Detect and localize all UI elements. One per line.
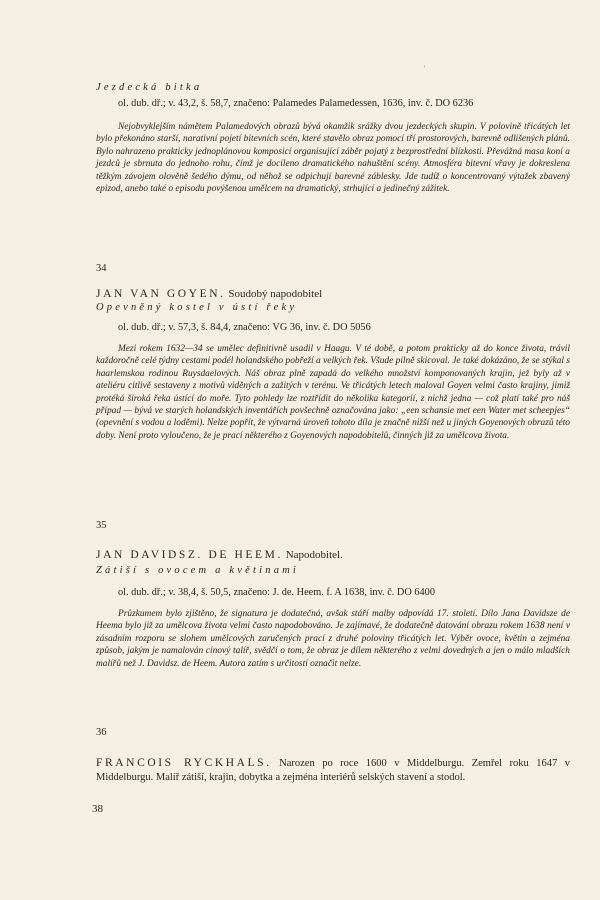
entry-author-bio [96, 756, 570, 785]
entry-meta: ol. dub. dř.; v. 43,2, š. 58,7, značeno: Palamedes Palamedessen, 1636, inv. č. DO 6236 [118, 98, 474, 109]
entry-text: Mezi rokem 1632—34 se umělec definitivně usadil v Haagu. V té době, a potom prakticky až do konce života, trávil každoročně celé týdny cestami podél holandského pobřeží a velkých řek. Všude pilně skicoval. Je také dokázáno, že se stýkal s haarlemskou rodinou Ruysdaelových. Náš obraz plně zapadá do velkého množství komponovaných krajin, jež byly až v ateliéru citlivě sestaveny z motivů viděných a zažitých v terénu. Ve třicátých letech maloval Goyen velmi často krajiny, jimiž protéká široká řeka ústící do moře. Tyto pohledy lze roztřídit do několika kategorií, z nichž jedna — což platí také pro náš případ — bývá ve starých holandských inventářích povšechně označována jako: „een schansie met een Water met scheepjes“ (opevnění s vodou a loděmi). Nelze popřít, že výtvarná úroveň tohoto díla je značně nižší než u jiných Goyenových obrazů této doby. Není proto vyloučeno, že je prací některého z Goyenových napodobitelů, činných již za umělcova života. [96, 344, 570, 441]
author-name: JAN VAN GOYEN. [96, 288, 226, 300]
entry-title: Opevněný kostel v ústí řeky [96, 302, 298, 313]
margin-mark: ' [424, 64, 426, 73]
entry-35 [96, 520, 570, 670]
entry-author [96, 288, 570, 300]
entry-number: 35 [96, 520, 107, 531]
entry-number: 36 [96, 727, 107, 738]
entry-text: Nejobvyklejším námětem Palamedových obrazů bývá okamžik srážky dvou jezdeckých skupin. V polovině třicátých let bylo překonáno starší, narativní pojetí bitevních scén, které stavělo obraz pomocí tří prostorových, barevně odlišených plánů. Bylo nahrazeno prakticky jednoplánovou komposicí organisující záběr pojatý z bezprostřední blízkosti. Převážná masa koní a jezdců je sbrnuta do jednoho rohu, čímž je docíleno dramatického nahuštění scény. Atmosféra bitevní vřavy je dokreslena těžkým závojem olověně šedého dýmu, od něhož se odpichují barevné záblesky. Jde tudíž o koncentrovaný výtažek zbavený epizod, anebo také o episodu povýšenou umělcem na dramatický, strhující a jedinečný zážitek. [96, 122, 570, 195]
author-name: JAN DAVIDSZ. DE HEEM. [96, 549, 283, 561]
entry-title: Jezdecká bitka [96, 82, 203, 93]
page-number: 38 [92, 803, 103, 815]
entry-title: Zátiší s ovocem a květinami [96, 565, 300, 576]
entry-36 [96, 727, 570, 785]
author-name: FRANCOIS RYCKHALS. [96, 757, 272, 769]
author-bio: Narozen po roce 1600 v Middelburgu. Zemřel roku 1647 v Middelburgu. Malíř zátiší, krajin, dobytka a zejména interiérů selských stavení a stodol. [96, 758, 571, 783]
entry-text: Průzkumem bylo zjištěno, že signatura je dodatečná, avšak stáří malby odpovídá 17. století. Dílo Jana Davidsze de Heema bylo již za umělcova života velmi často napodobováno. Je zajímavé, že dodatečně datování obrazu rokem 1638 není v zásadním rozporu se slohem umělcových zaručených prací z druhé poloviny třicátých let. Výběr ovoce, květin a zejména způsob, jakým je namalován cínový talíř, svědčí o tom, že obraz je dílem některého z velmi dovedných a jen o málo mladších malířů než J. Davidsz. de Heem. Autora zatím s určitostí označit nelze. [96, 609, 570, 669]
author-note: Soudobý napodobitel [228, 288, 323, 300]
entry-meta: ol. dub. dř.; v. 57,3, š. 84,4, značeno: VG 36, inv. č. DO 5056 [118, 322, 371, 333]
entry-number: 34 [96, 263, 107, 274]
entry-meta: ol. dub. dř.; v. 38,4, š. 50,5, značeno: J. de. Heem. f. A 1638, inv. č. DO 6400 [118, 587, 435, 598]
entry-34 [96, 263, 570, 442]
author-note: Napodobitel. [285, 549, 343, 561]
entry-author [96, 549, 570, 561]
entry-top [96, 82, 570, 195]
